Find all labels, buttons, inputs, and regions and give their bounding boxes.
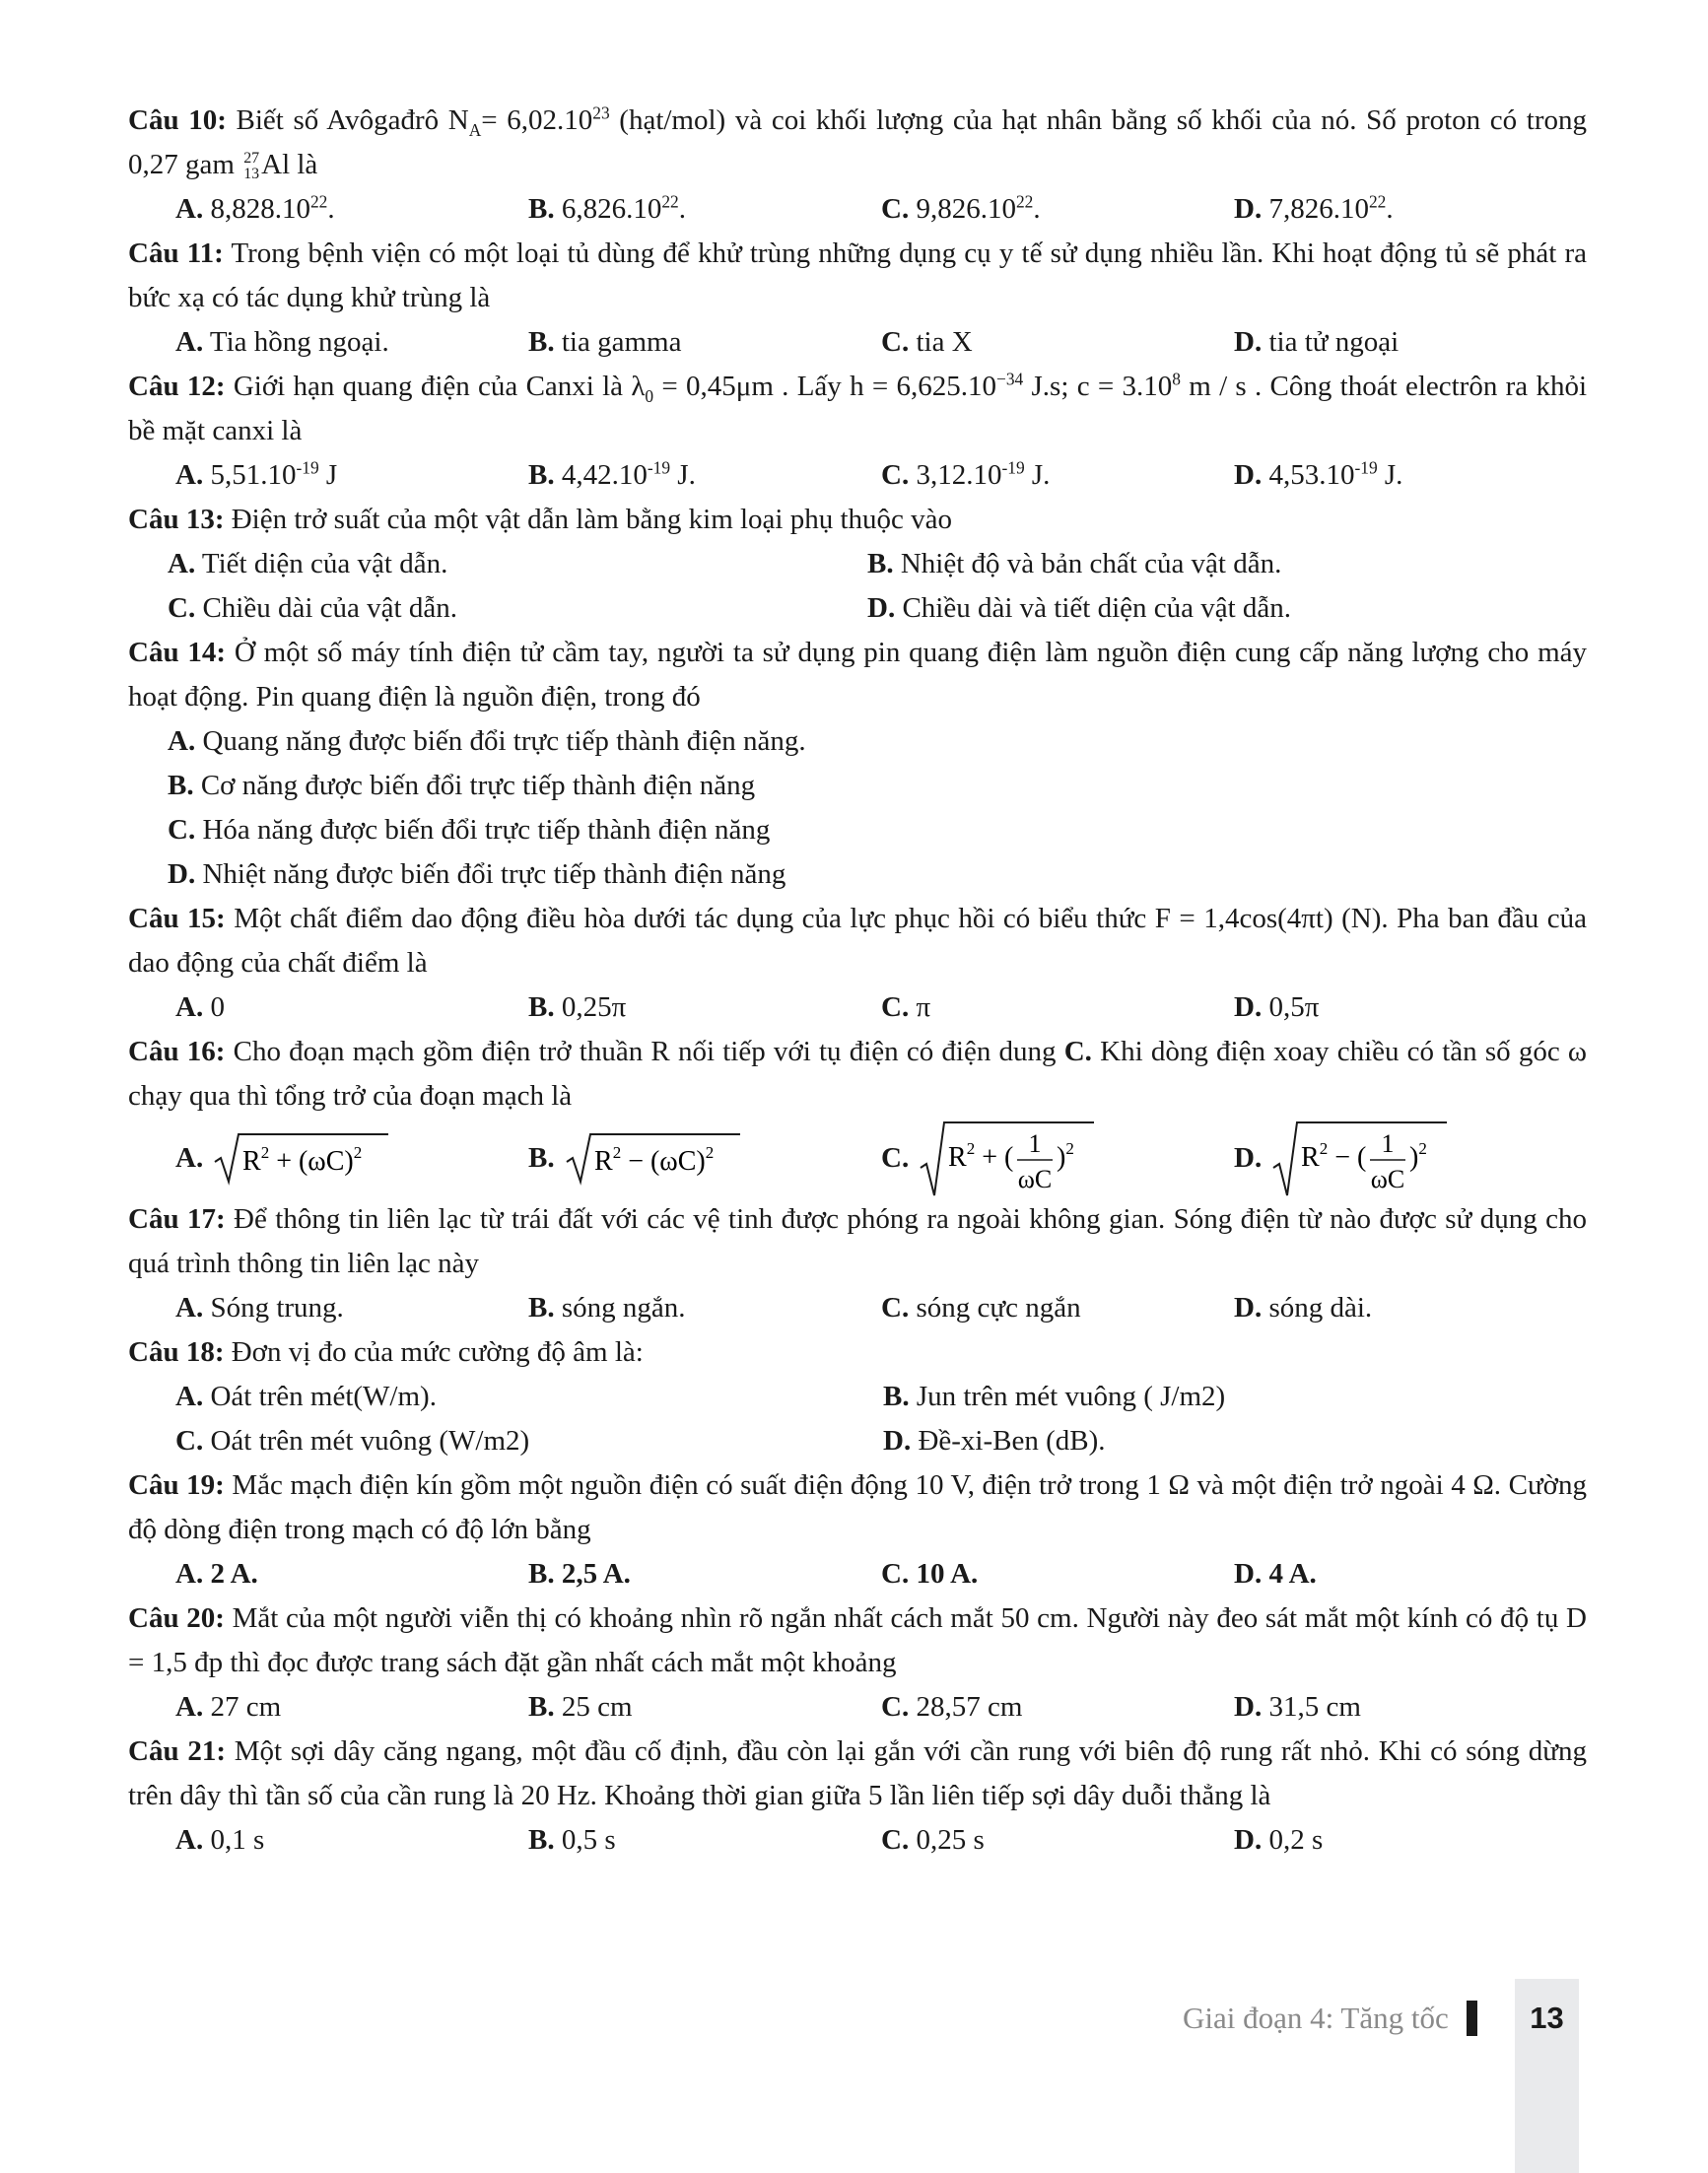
- question-number: Câu 11:: [128, 238, 224, 269]
- formula-term: $R^2 - (\omega C)^2$: [593, 1143, 714, 1177]
- option-label: B.: [528, 193, 555, 225]
- answer-option[interactable]: [128, 764, 1587, 808]
- answer-option[interactable]: [175, 1286, 528, 1330]
- option-text: J: [318, 459, 338, 491]
- page-number: 13: [1530, 2001, 1564, 2035]
- answer-option[interactable]: [168, 542, 867, 586]
- superscript: -19: [1354, 457, 1378, 478]
- formula-sqrt: [213, 1128, 390, 1188]
- atomic-number: 13: [243, 166, 260, 183]
- option-label: C.: [168, 814, 196, 846]
- option-label: B.: [528, 1558, 555, 1590]
- answer-options: [128, 542, 1587, 586]
- question-15: [128, 897, 1587, 985]
- answer-option[interactable]: [128, 808, 1587, 852]
- fraction-denominator: ωC: [1017, 1165, 1053, 1193]
- question-text: (hạt/mol) và coi khối lượng của hạt nhân bằng số khối của nó. Số proton có trong 0,27 gam: [128, 104, 1588, 180]
- option-text: .: [1386, 193, 1394, 225]
- option-text: 5,51.10: [203, 459, 297, 491]
- option-text: 27 cm: [203, 1691, 282, 1723]
- question-text: Mắc mạch điện kín gồm một nguồn điện có suất điện động 10 V, điện trở trong 1 Ω và một điện trở ngoài 4 Ω. Cường độ dòng điện trong mạch có độ lớn bằng: [128, 1469, 1587, 1545]
- option-text: Nhiệt độ và bản chất của vật dẫn.: [893, 548, 1282, 579]
- question-number: Câu 21:: [128, 1735, 226, 1767]
- question-text: Cho đoạn mạch gồm điện trở thuần R nối tiếp với tụ điện có điện dung: [225, 1036, 1064, 1067]
- answer-option[interactable]: [881, 1286, 1234, 1330]
- superscript: 22: [1368, 191, 1387, 212]
- option-label: D.: [1234, 1824, 1263, 1856]
- question-19: [128, 1463, 1587, 1552]
- mass-number: 27: [243, 149, 260, 167]
- answer-options: [128, 453, 1587, 498]
- option-label: D.: [1234, 193, 1263, 225]
- option-label: D.: [1234, 1292, 1263, 1324]
- fraction-denominator: ωC: [1370, 1165, 1405, 1193]
- option-label: B.: [528, 1691, 555, 1723]
- option-label: B.: [867, 548, 894, 579]
- option-text: 25 cm: [554, 1691, 633, 1723]
- question-14: [128, 631, 1587, 719]
- answer-option[interactable]: [883, 1419, 1583, 1463]
- exam-page-content: [128, 99, 1587, 1863]
- option-text: Chiều dài và tiết diện của vật dẫn.: [895, 592, 1292, 624]
- option-label: D.: [867, 592, 896, 624]
- answer-option[interactable]: [881, 453, 1234, 498]
- option-label: B.: [528, 1141, 555, 1174]
- question-text: = 6,02.10: [481, 104, 593, 136]
- option-text: tia gamma: [554, 326, 682, 358]
- option-text: J.: [1377, 459, 1403, 491]
- question-20: [128, 1596, 1587, 1685]
- option-label: C.: [881, 326, 910, 358]
- option-text: 6,826.10: [554, 193, 662, 225]
- page-footer: [1183, 2001, 1477, 2036]
- option-label: A.: [175, 1381, 204, 1412]
- subscript: A: [468, 119, 482, 140]
- answer-option[interactable]: [881, 320, 1234, 365]
- answer-option[interactable]: [881, 985, 1234, 1030]
- option-label: D.: [1234, 459, 1263, 491]
- answer-option[interactable]: [175, 1818, 528, 1863]
- option-label: A.: [175, 1558, 204, 1590]
- option-text: 9,826.10: [909, 193, 1016, 225]
- option-text: 0,25 s: [909, 1824, 985, 1856]
- answer-option[interactable]: [1234, 1552, 1587, 1596]
- question-18: [128, 1330, 1587, 1375]
- option-text: 7,826.10: [1262, 193, 1369, 225]
- question-number: Câu 13:: [128, 504, 225, 535]
- answer-options: [128, 1685, 1587, 1730]
- answer-option[interactable]: [867, 586, 1567, 631]
- question-text: = 0,45μm . Lấy h = 6,625.10: [653, 371, 997, 402]
- option-text: Sóng trung.: [203, 1292, 344, 1324]
- question-text: Ở một số máy tính điện tử cầm tay, người ta sử dụng pin quang điện làm nguồn điện cung cấp năng lượng cho máy hoạt động. Pin quang điện là nguồn điện, trong đó: [128, 637, 1587, 713]
- option-label: C.: [881, 1292, 910, 1324]
- nuclide-notation: [243, 151, 259, 184]
- answer-option[interactable]: [528, 320, 881, 365]
- question-number: Câu 14:: [128, 637, 227, 668]
- superscript: 8: [1172, 369, 1181, 389]
- option-label: A.: [175, 459, 204, 491]
- option-text: 10 A.: [909, 1558, 979, 1590]
- answer-options: [128, 187, 1587, 232]
- option-text: Tiết diện của vật dẫn.: [195, 548, 448, 579]
- question-number: Câu 20:: [128, 1602, 225, 1634]
- answer-option[interactable]: [1234, 1685, 1587, 1730]
- answer-options: [128, 1375, 1587, 1419]
- answer-option[interactable]: [175, 187, 528, 232]
- option-text: 4,53.10: [1262, 459, 1355, 491]
- answer-option[interactable]: [528, 1818, 881, 1863]
- option-text: Quang năng được biến đổi trực tiếp thành điện năng.: [195, 725, 806, 757]
- element-symbol: Al: [261, 149, 291, 180]
- option-label: A.: [175, 991, 204, 1023]
- fraction-numerator: 1: [1028, 1129, 1042, 1158]
- option-text: Oát trên mét(W/m).: [203, 1381, 437, 1412]
- option-label: C.: [881, 1558, 910, 1590]
- option-text: Cơ năng được biến đổi trực tiếp thành điện năng: [193, 770, 756, 801]
- option-text: Jun trên mét vuông ( J/m2): [909, 1381, 1226, 1412]
- option-label: A.: [168, 725, 196, 757]
- question-number: Câu 12:: [128, 371, 226, 402]
- option-label: D.: [1234, 326, 1263, 358]
- question-number: Câu 18:: [128, 1336, 225, 1368]
- subscript: 0: [645, 385, 654, 406]
- answer-option[interactable]: [175, 453, 528, 498]
- option-text: J.: [670, 459, 696, 491]
- answer-option[interactable]: [128, 852, 1587, 897]
- answer-option[interactable]: [128, 719, 1587, 764]
- option-label: D.: [1234, 1558, 1263, 1590]
- option-text: Hóa năng được biến đổi trực tiếp thành điện năng: [195, 814, 771, 846]
- option-label: C.: [881, 1691, 910, 1723]
- question-text-bold: C.: [1063, 1036, 1092, 1067]
- answer-option[interactable]: [175, 1552, 528, 1596]
- question-text: Biết số Avôgađrô N: [236, 104, 469, 136]
- answer-options: [128, 1119, 1587, 1197]
- answer-options: [128, 320, 1587, 365]
- answer-option[interactable]: [881, 1119, 1234, 1197]
- option-label: C.: [168, 592, 196, 624]
- option-text: 0,25π: [554, 991, 627, 1023]
- question-text: Giới hạn quang điện của Canxi là λ: [225, 371, 646, 402]
- answer-option[interactable]: [175, 1375, 883, 1419]
- option-label: B.: [528, 459, 555, 491]
- answer-option[interactable]: [881, 187, 1234, 232]
- option-text: Đề-xi-Ben (dB).: [911, 1425, 1106, 1457]
- option-text: .: [327, 193, 335, 225]
- superscript: 22: [309, 191, 328, 212]
- answer-option[interactable]: [1234, 453, 1587, 498]
- superscript: -19: [647, 457, 671, 478]
- option-label: A.: [175, 1824, 204, 1856]
- question-text: Đơn vị đo của mức cường độ âm là:: [224, 1336, 644, 1368]
- answer-option[interactable]: [528, 1552, 881, 1596]
- option-text: π: [909, 991, 931, 1023]
- answer-option[interactable]: [528, 1685, 881, 1730]
- question-12: [128, 365, 1587, 453]
- answer-option[interactable]: [883, 1375, 1583, 1419]
- answer-options: [128, 1552, 1587, 1596]
- option-text: sóng cực ngắn: [909, 1292, 1081, 1324]
- option-label: C.: [175, 1425, 204, 1457]
- answer-option[interactable]: [175, 320, 528, 365]
- answer-option[interactable]: [528, 453, 881, 498]
- option-text: Oát trên mét vuông (W/m2): [203, 1425, 530, 1457]
- answer-options: [128, 586, 1587, 631]
- formula-term: )$^2$: [1409, 1139, 1428, 1173]
- answer-options: [128, 1818, 1587, 1863]
- option-label: C.: [881, 459, 910, 491]
- option-label: B.: [168, 770, 194, 801]
- superscript: 22: [661, 191, 679, 212]
- answer-option[interactable]: [175, 1685, 528, 1730]
- option-text: 3,12.10: [909, 459, 1002, 491]
- option-label: D.: [883, 1425, 912, 1457]
- answer-option[interactable]: [1234, 985, 1587, 1030]
- question-text: J.s; c = 3.10: [1023, 371, 1173, 402]
- question-text: Một chất điểm dao động điều hòa dưới tác dụng của lực phục hồi có biểu thức F = 1,4cos(4πt) (N). Pha ban đầu của dao động của chất điểm là: [128, 903, 1588, 979]
- option-text: 0: [203, 991, 225, 1023]
- question-number: Câu 19:: [128, 1469, 225, 1501]
- formula-term: )$^2$: [1057, 1139, 1075, 1173]
- answer-option[interactable]: [1234, 1119, 1587, 1197]
- option-text: 4 A.: [1262, 1558, 1317, 1590]
- option-label: B.: [528, 991, 555, 1023]
- formula-term: $R^2$ + (: [948, 1139, 1014, 1173]
- question-21: [128, 1730, 1587, 1818]
- option-text: Nhiệt năng được biến đổi trực tiếp thành điện năng: [195, 858, 786, 890]
- question-number: Câu 15:: [128, 903, 226, 934]
- question-text: Khi dòng điện xoay chiều có tần số góc ω chạy qua thì tổng trở của đoạn mạch là: [128, 1036, 1587, 1112]
- superscript: 22: [1015, 191, 1034, 212]
- answer-options: [128, 985, 1587, 1030]
- option-label: C.: [881, 193, 910, 225]
- answer-option[interactable]: [175, 1419, 883, 1463]
- option-label: D.: [1234, 1141, 1263, 1174]
- answer-option[interactable]: [175, 985, 528, 1030]
- question-16: [128, 1030, 1587, 1119]
- formula-sqrt-fraction: [1271, 1119, 1449, 1197]
- option-label: D.: [1234, 1691, 1263, 1723]
- option-text: 31,5 cm: [1262, 1691, 1361, 1723]
- option-text: Chiều dài của vật dẫn.: [195, 592, 457, 624]
- option-text: tia tử ngoại: [1262, 326, 1400, 358]
- answer-option[interactable]: [1234, 187, 1587, 232]
- option-label: B.: [528, 1824, 555, 1856]
- option-text: 28,57 cm: [909, 1691, 1023, 1723]
- question-text: Mắt của một người viễn thị có khoảng nhìn rõ ngắn nhất cách mắt 50 cm. Người này đeo sát mắt một kính có độ tụ D = 1,5 đp thì đọc được trang sách đặt gần nhất cách mắt một khoảng: [128, 1602, 1587, 1678]
- option-label: D.: [168, 858, 196, 890]
- question-text: Điện trở suất của một vật dẫn làm bằng kim loại phụ thuộc vào: [224, 504, 953, 535]
- answer-option[interactable]: [528, 1286, 881, 1330]
- section-title: Giai đoạn 4: Tăng tốc: [1183, 2001, 1449, 2035]
- option-text: 0,2 s: [1262, 1824, 1324, 1856]
- question-text: Để thông tin liên lạc từ trái đất với các vệ tinh được phóng ra ngoài không gian. Sóng điện từ nào được sử dụng cho quá trình thông tin liên lạc này: [128, 1203, 1587, 1279]
- answer-option[interactable]: [1234, 320, 1587, 365]
- option-label: B.: [528, 326, 555, 358]
- option-text: .: [678, 193, 686, 225]
- question-text: Một sợi dây căng ngang, một đầu cố định, đầu còn lại gắn với cần rung với biên độ rung rất nhỏ. Khi có sóng dừng trên dây thì tần số của cần rung là 20 Hz. Khoảng thời gian giữa 5 lần liên tiếp sợi dây duỗi thẳng là: [128, 1735, 1587, 1811]
- answer-option[interactable]: [528, 187, 881, 232]
- answer-option[interactable]: [528, 1128, 881, 1188]
- option-label: A.: [168, 548, 196, 579]
- formula-sqrt: [565, 1128, 742, 1188]
- fraction-numerator: 1: [1381, 1129, 1395, 1158]
- question-10: [128, 99, 1587, 187]
- option-label: C.: [881, 1141, 910, 1174]
- superscript: -19: [296, 457, 319, 478]
- option-label: C.: [881, 991, 910, 1023]
- answer-option[interactable]: [1234, 1818, 1587, 1863]
- option-text: 4,42.10: [554, 459, 648, 491]
- question-text: m / s . Công thoát electrôn ra khỏi bề mặt canxi là: [128, 371, 1587, 446]
- option-label: A.: [175, 1292, 204, 1324]
- option-text: sóng dài.: [1262, 1292, 1373, 1324]
- answer-options: [128, 1286, 1587, 1330]
- superscript: -19: [1001, 457, 1025, 478]
- option-label: D.: [1234, 991, 1263, 1023]
- question-number: Câu 17:: [128, 1203, 226, 1235]
- option-text: 2,5 A.: [554, 1558, 631, 1590]
- answer-option[interactable]: [867, 542, 1567, 586]
- answer-options: [128, 1419, 1587, 1463]
- option-text: 2 A.: [203, 1558, 258, 1590]
- question-11: [128, 232, 1587, 320]
- formula-sqrt-fraction: [919, 1119, 1096, 1197]
- option-label: A.: [175, 193, 204, 225]
- option-label: C.: [881, 1824, 910, 1856]
- option-text: Tia hồng ngoại.: [203, 326, 389, 358]
- answer-option[interactable]: [881, 1552, 1234, 1596]
- superscript: −34: [996, 369, 1024, 389]
- option-label: B.: [528, 1292, 555, 1324]
- question-13: [128, 498, 1587, 542]
- option-label: B.: [883, 1381, 910, 1412]
- question-number: Câu 16:: [128, 1036, 226, 1067]
- answer-option[interactable]: [528, 985, 881, 1030]
- question-number: Câu 10:: [128, 104, 227, 136]
- option-text: sóng ngắn.: [554, 1292, 686, 1324]
- answer-option[interactable]: [881, 1685, 1234, 1730]
- option-text: 0,1 s: [203, 1824, 265, 1856]
- question-17: [128, 1197, 1587, 1286]
- superscript: 23: [592, 102, 610, 123]
- formula-term: $R^2$ − (: [1301, 1139, 1367, 1173]
- option-label: A.: [175, 1691, 204, 1723]
- option-text: .: [1033, 193, 1041, 225]
- option-text: 8,828.10: [203, 193, 310, 225]
- formula-term: $R^2 + (\omega C)^2$: [242, 1143, 363, 1177]
- option-label: A.: [175, 326, 204, 358]
- option-text: J.: [1024, 459, 1051, 491]
- answer-option[interactable]: [881, 1818, 1234, 1863]
- footer-divider: [1467, 2001, 1477, 2036]
- option-label: A.: [175, 1141, 204, 1174]
- option-text: tia X: [909, 326, 973, 358]
- option-text: 0,5 s: [554, 1824, 616, 1856]
- answer-option[interactable]: [175, 1128, 528, 1188]
- answer-option[interactable]: [168, 586, 867, 631]
- answer-option[interactable]: [1234, 1286, 1587, 1330]
- question-text: là: [290, 149, 318, 180]
- option-text: 0,5π: [1262, 991, 1320, 1023]
- question-text: Trong bệnh viện có một loại tủ dùng để khử trùng những dụng cụ y tế sử dụng nhiều lần. Khi hoạt động tủ sẽ phát ra bức xạ có tác dụng khử trùng là: [128, 238, 1587, 313]
